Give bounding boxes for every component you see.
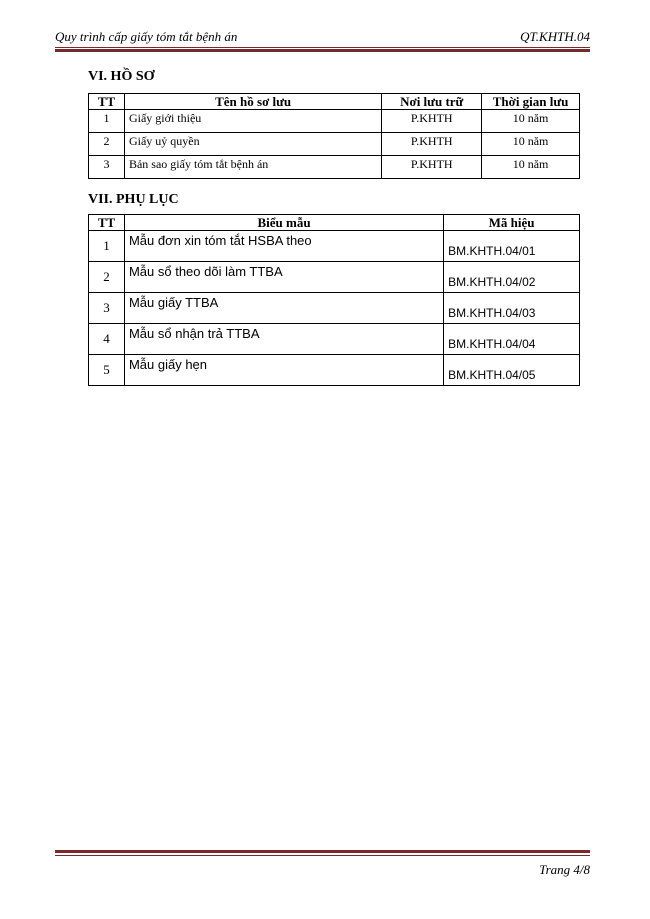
table-row	[89, 355, 580, 386]
form-code: BM.KHTH.04/01	[444, 231, 580, 262]
page-header	[55, 29, 590, 45]
section-7-title: VII. PHỤ LỤC	[88, 192, 179, 207]
table-row	[89, 156, 580, 179]
column-header-record-name: Tên hồ sơ lưu	[124, 94, 381, 110]
form-name: Mẫu sổ nhận trả TTBA	[124, 324, 443, 355]
table-row	[89, 231, 580, 262]
retention-time: 10 năm	[482, 133, 580, 156]
header-rule-thin	[55, 47, 590, 48]
header-rule-thick	[55, 49, 590, 52]
form-name: Mẫu giấy TTBA	[124, 293, 443, 324]
footer-rule-thin	[55, 855, 590, 856]
form-code: BM.KHTH.04/02	[444, 262, 580, 293]
appendix-table	[88, 214, 580, 386]
section-6-title: VI. HỒ SƠ	[88, 69, 155, 84]
column-header-form: Biểu mẫu	[124, 215, 443, 231]
row-number: 2	[89, 262, 125, 293]
document-code: QT.KHTH.04	[520, 29, 590, 44]
document-title: Quy trình cấp giấy tóm tắt bệnh án	[55, 29, 238, 44]
record-name: Giấy uỷ quyền	[124, 133, 381, 156]
page-number: Trang 4/8	[539, 862, 590, 877]
form-code: BM.KHTH.04/03	[444, 293, 580, 324]
table-row	[89, 324, 580, 355]
table-row	[89, 293, 580, 324]
row-number: 3	[89, 293, 125, 324]
storage-place: P.KHTH	[382, 110, 482, 133]
storage-place: P.KHTH	[382, 133, 482, 156]
form-code: BM.KHTH.04/05	[444, 355, 580, 386]
table-row	[89, 133, 580, 156]
form-name: Mẫu sổ theo dõi làm TTBA	[124, 262, 443, 293]
records-table	[88, 93, 580, 179]
column-header-tt: TT	[89, 215, 125, 231]
retention-time: 10 năm	[482, 156, 580, 179]
row-number: 3	[89, 156, 125, 179]
row-number: 2	[89, 133, 125, 156]
row-number: 1	[89, 231, 125, 262]
record-name: Giấy giới thiệu	[124, 110, 381, 133]
row-number: 5	[89, 355, 125, 386]
table-row	[89, 110, 580, 133]
table-row	[89, 262, 580, 293]
row-number: 1	[89, 110, 125, 133]
column-header-storage-place: Nơi lưu trữ	[382, 94, 482, 110]
retention-time: 10 năm	[482, 110, 580, 133]
form-name: Mẫu đơn xin tóm tắt HSBA theo	[124, 231, 443, 262]
column-header-code: Mã hiệu	[444, 215, 580, 231]
form-code: BM.KHTH.04/04	[444, 324, 580, 355]
record-name: Bản sao giấy tóm tắt bệnh án	[124, 156, 381, 179]
appendix-table-header	[89, 215, 580, 231]
form-name: Mẫu giấy hẹn	[124, 355, 443, 386]
footer-rule-thick	[55, 850, 590, 853]
storage-place: P.KHTH	[382, 156, 482, 179]
column-header-retention-time: Thời gian lưu	[482, 94, 580, 110]
records-table-header	[89, 94, 580, 110]
column-header-tt: TT	[89, 94, 125, 110]
row-number: 4	[89, 324, 125, 355]
